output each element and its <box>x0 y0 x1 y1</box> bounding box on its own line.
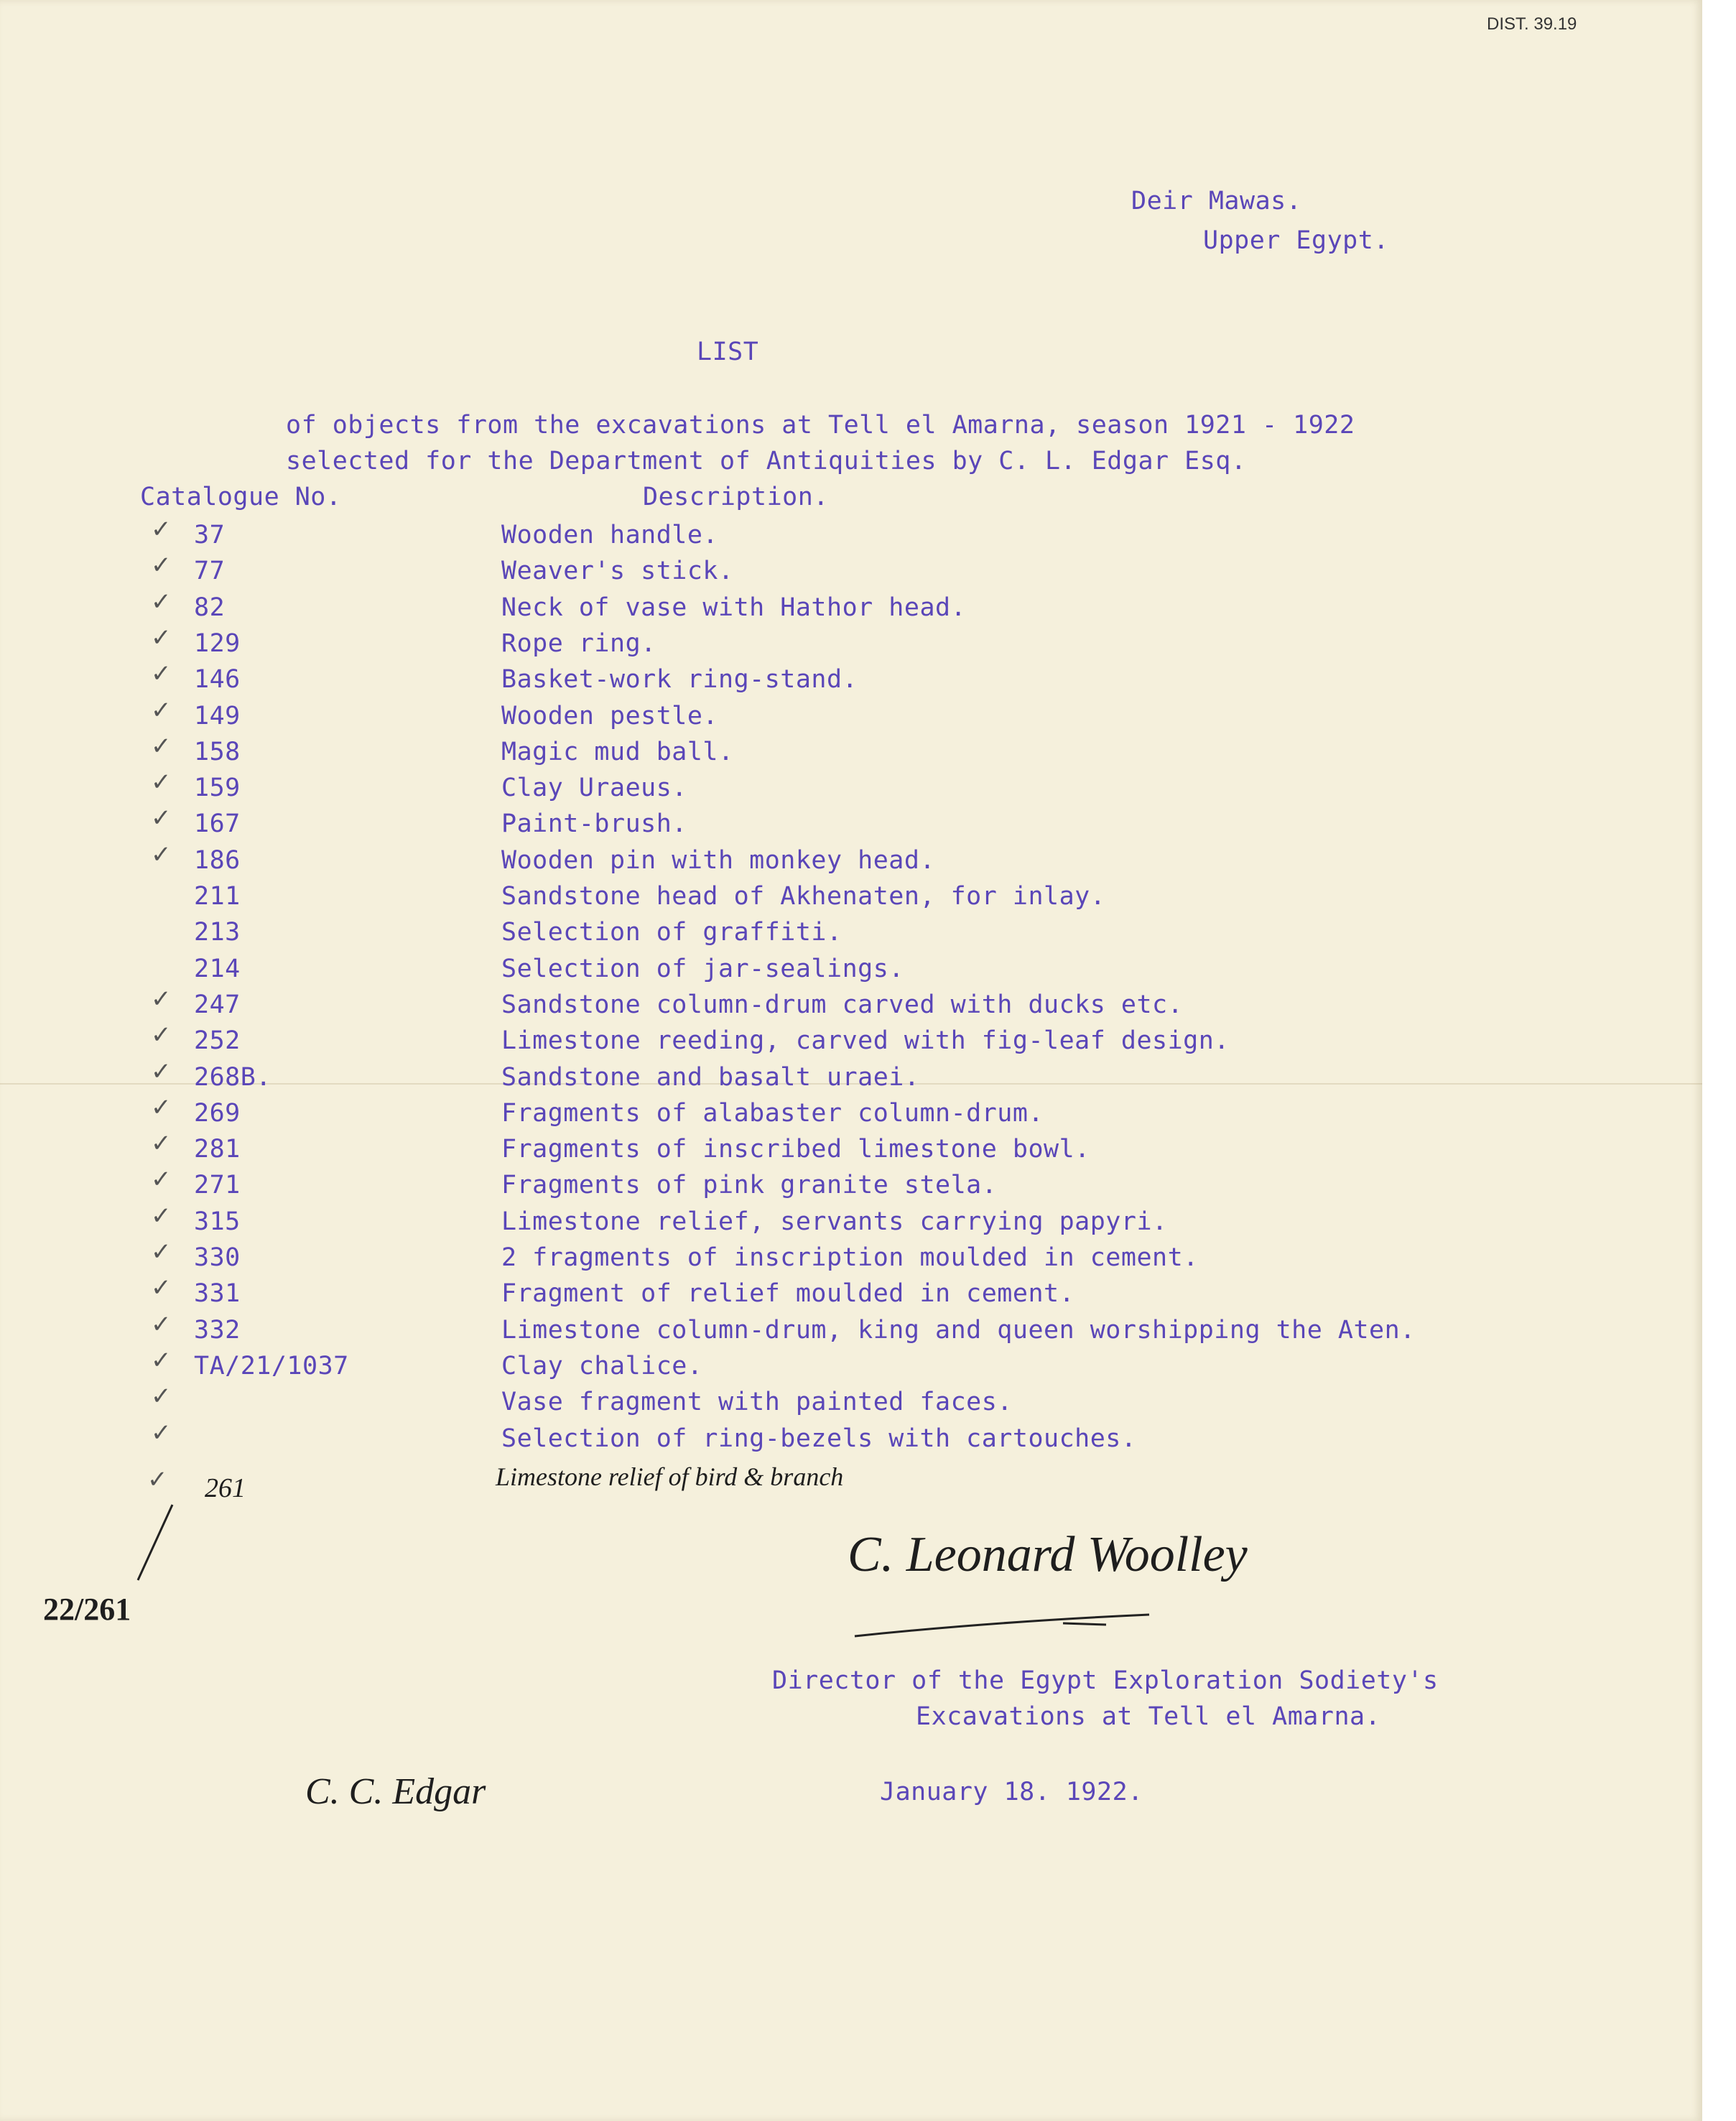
check-mark-icon: ✓ <box>151 1095 172 1121</box>
item-description: Sandstone head of Akhenaten, for inlay. <box>501 882 1106 911</box>
item-description: Vase fragment with painted faces. <box>501 1388 1013 1416</box>
intro-line-2: selected for the Department of Antiquities by C. L. Edgar Esq. <box>286 447 1247 475</box>
item-number: 271 <box>194 1171 241 1199</box>
item-description: Limestone relief, servants carrying papyri. <box>501 1207 1168 1236</box>
margin-stroke <box>129 1501 187 1587</box>
document-title: LIST <box>697 338 759 366</box>
item-description: Fragments of inscribed limestone bowl. <box>501 1135 1090 1164</box>
item-description: Selection of jar-sealings. <box>501 955 904 983</box>
item-description: Sandstone column-drum carved with ducks etc. <box>501 990 1184 1019</box>
item-number: 247 <box>194 990 241 1019</box>
item-number: 331 <box>194 1279 241 1308</box>
item-number: 214 <box>194 955 241 983</box>
director-line-2: Excavations at Tell el Amarna. <box>916 1702 1381 1731</box>
item-description: Magic mud ball. <box>501 738 734 766</box>
item-number: 315 <box>194 1207 241 1236</box>
item-description: Wooden pin with monkey head. <box>501 846 936 875</box>
check-mark-icon: ✓ <box>151 1022 172 1049</box>
item-description: Sandstone and basalt uraei. <box>501 1063 920 1092</box>
check-mark-icon: ✓ <box>151 1312 172 1338</box>
check-mark-icon: ✓ <box>151 1239 172 1266</box>
check-mark-icon: ✓ <box>151 805 172 832</box>
item-number: 37 <box>194 521 226 549</box>
item-description: Limestone column-drum, king and queen worshipping the Aten. <box>501 1316 1416 1345</box>
item-description: Fragment of relief moulded in cement. <box>501 1279 1075 1308</box>
check-mark-icon: ✓ <box>151 625 172 651</box>
handwritten-item-number: 261 <box>205 1473 246 1503</box>
item-description: Rope ring. <box>501 629 656 658</box>
item-number: 213 <box>194 918 241 947</box>
check-mark-icon: ✓ <box>151 1347 172 1374</box>
item-number: 332 <box>194 1316 241 1345</box>
address-line-1: Deir Mawas. <box>1131 187 1302 215</box>
item-description: Basket-work ring-stand. <box>501 665 858 694</box>
item-number: 268B. <box>194 1063 271 1092</box>
item-description: 2 fragments of inscription moulded in cement. <box>501 1243 1199 1272</box>
check-mark-icon: ✓ <box>151 697 172 724</box>
item-description: Selection of graffiti. <box>501 918 843 947</box>
address-line-2: Upper Egypt. <box>1203 226 1389 255</box>
column-header-description: Description. <box>643 483 829 511</box>
check-mark-icon: ✓ <box>151 1059 172 1085</box>
item-description: Weaver's stick. <box>501 557 734 585</box>
check-mark-icon: ✓ <box>151 986 172 1013</box>
director-line-1: Director of the Egypt Exploration Sodiety's <box>772 1666 1439 1695</box>
item-number: 211 <box>194 882 241 911</box>
signature-underline <box>848 1602 1221 1645</box>
item-number: 330 <box>194 1243 241 1272</box>
column-header-number: Catalogue No. <box>140 483 342 511</box>
item-description: Wooden pestle. <box>501 702 719 730</box>
item-number: 252 <box>194 1026 241 1055</box>
check-mark-icon: ✓ <box>151 769 172 796</box>
item-number: 129 <box>194 629 241 658</box>
item-description: Selection of ring-bezels with cartouches. <box>501 1424 1137 1453</box>
margin-note: 22/261 <box>43 1592 131 1627</box>
item-description: Clay chalice. <box>501 1352 703 1380</box>
check-mark-icon: ✓ <box>151 1203 172 1230</box>
item-number: 149 <box>194 702 241 730</box>
item-number: 159 <box>194 774 241 802</box>
check-mark-icon: ✓ <box>151 661 172 687</box>
item-number: TA/21/1037 <box>194 1352 349 1380</box>
item-number: 186 <box>194 846 241 875</box>
item-number: 77 <box>194 557 226 585</box>
item-number: 82 <box>194 593 226 622</box>
item-description: Clay Uraeus. <box>501 774 687 802</box>
check-mark-icon: ✓ <box>151 842 172 868</box>
countersignature: C. C. Edgar <box>305 1771 486 1812</box>
item-description: Wooden handle. <box>501 521 719 549</box>
check-mark-icon: ✓ <box>151 1131 172 1157</box>
check-mark-icon: ✓ <box>151 1383 172 1410</box>
signature: C. Leonard Woolley <box>848 1527 1248 1582</box>
item-description: Fragments of pink granite stela. <box>501 1171 998 1199</box>
item-number: 269 <box>194 1099 241 1128</box>
item-description: Neck of vase with Hathor head. <box>501 593 967 622</box>
item-number: 281 <box>194 1135 241 1164</box>
check-mark-icon: ✓ <box>151 516 172 543</box>
archive-reference: DIST. 39.19 <box>1487 14 1577 34</box>
check-mark-icon: ✓ <box>151 589 172 616</box>
item-number: 146 <box>194 665 241 694</box>
check-mark-icon: ✓ <box>151 1166 172 1193</box>
item-description: Fragments of alabaster column-drum. <box>501 1099 1044 1128</box>
check-mark-icon: ✓ <box>151 1275 172 1301</box>
item-description: Limestone reeding, carved with fig-leaf design. <box>501 1026 1230 1055</box>
check-mark-icon: ✓ <box>147 1467 168 1493</box>
handwritten-item-description: Limestone relief of bird & branch <box>496 1462 844 1491</box>
item-description: Paint-brush. <box>501 809 687 838</box>
item-number: 167 <box>194 809 241 838</box>
document-date: January 18. 1922. <box>880 1778 1143 1806</box>
item-number: 158 <box>194 738 241 766</box>
check-mark-icon: ✓ <box>151 733 172 760</box>
intro-line-1: of objects from the excavations at Tell el Amarna, season 1921 - 1922 <box>286 411 1355 440</box>
check-mark-icon: ✓ <box>151 1420 172 1447</box>
check-mark-icon: ✓ <box>151 552 172 579</box>
